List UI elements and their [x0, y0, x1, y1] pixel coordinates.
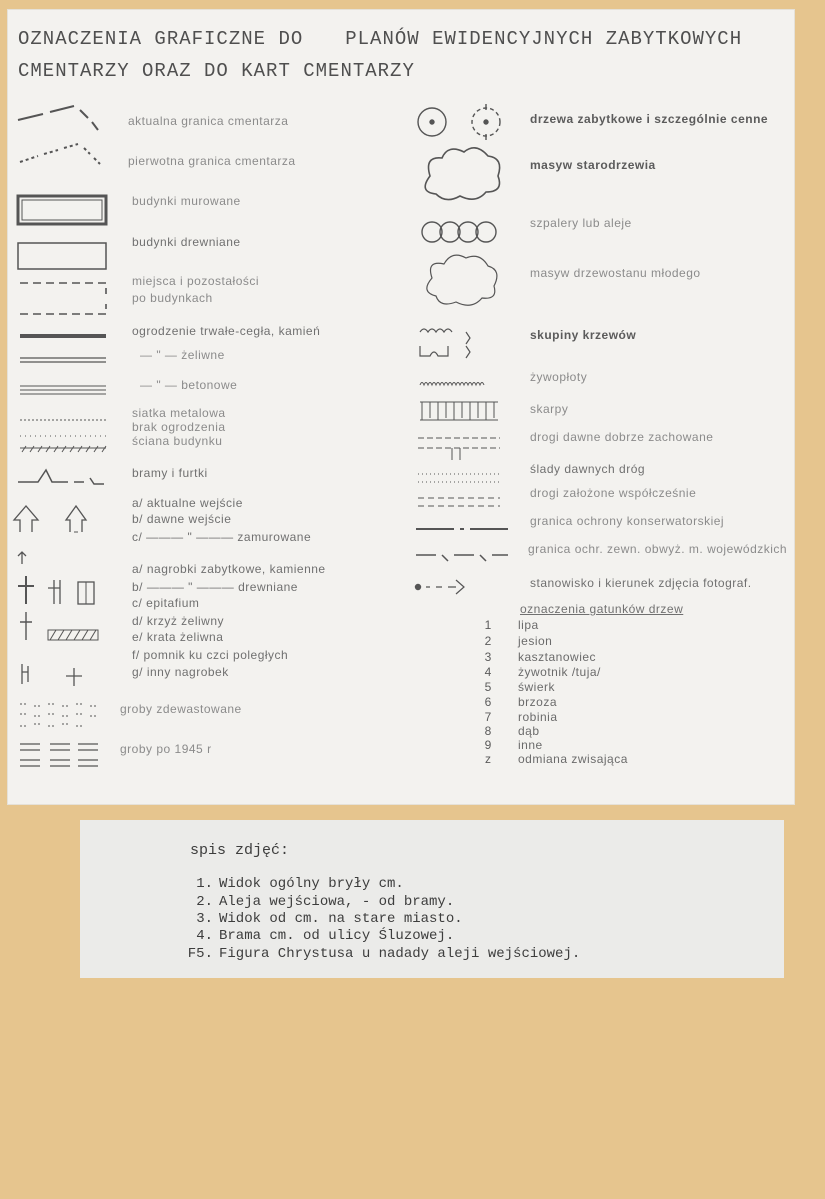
- photo-item-num: 4.: [196, 928, 213, 944]
- species-name: jesion: [518, 634, 553, 648]
- legend-label-escarpments: skarpy: [530, 402, 569, 416]
- legend-label-metal-mesh: siatka metalowa: [132, 406, 226, 420]
- legend-label-current-boundary: aktualna granica cmentarza: [128, 114, 289, 128]
- species-name: dąb: [518, 724, 540, 738]
- legend-label-no-fence: brak ogrodzenia: [132, 420, 226, 434]
- photo-list-heading: spis zdjęć:: [190, 842, 290, 859]
- legend-label-tree-rows: szpalery lub aleje: [530, 216, 632, 230]
- species-num: 6: [484, 695, 492, 709]
- photo-item-text: Figura Chrystusa u nadady aleji wejściowej.: [219, 946, 581, 962]
- legend-symbols-right: [408, 100, 518, 620]
- species-name: inne: [518, 738, 543, 752]
- title-line-1: [18, 28, 742, 50]
- species-num: 1: [484, 618, 492, 632]
- species-num: 9: [484, 738, 492, 752]
- legend-label-iron-cross: d/ krzyż żeliwny: [132, 614, 225, 628]
- legend-label-monument: f/ pomnik ku czci poległych: [132, 648, 289, 662]
- legend-label-wooden-buildings: budynki drewniane: [132, 235, 241, 249]
- legend-label-hedges: żywopłoty: [530, 370, 588, 384]
- title-line-1-left: OZNACZENIA GRAFICZNE DO: [18, 28, 304, 50]
- legend-label-gates: bramy i furtki: [132, 466, 208, 480]
- species-num: 8: [484, 724, 492, 738]
- legend-label-photo-station: stanowisko i kierunek zdjęcia fotograf.: [530, 576, 752, 590]
- photo-item: [175, 911, 463, 927]
- photo-list-card: [80, 820, 784, 978]
- species-name: robinia: [518, 710, 558, 724]
- species-name: kasztanowiec: [518, 650, 597, 664]
- legend-label-outer-border: granica ochr. zewn. obwyż. m. wojewódzkich: [528, 542, 788, 556]
- legend-symbols-left: [8, 100, 118, 790]
- photo-item: [175, 894, 454, 910]
- photo-item-text: Aleja wejściowa, - od bramy.: [219, 894, 455, 910]
- legend-label-wooden-tombstones: b/ ——— " ——— drewniane: [132, 580, 298, 594]
- legend-label-monument-trees: drzewa zabytkowe i szczególnie cenne: [530, 112, 769, 126]
- legend-label-walled-entrance: c/ ——— " ——— zamurowane: [132, 530, 312, 544]
- species-name: lipa: [518, 618, 539, 632]
- legend-label-old-roads: drogi dawne dobrze zachowane: [530, 430, 714, 444]
- species-name: brzoza: [518, 695, 558, 709]
- legend-label-iron-grate: e/ krata żeliwna: [132, 630, 224, 644]
- legend-label-current-entrance: a/ aktualne wejście: [132, 496, 243, 510]
- species-num: 5: [484, 680, 492, 694]
- legend-label-shrub-groups: skupiny krzewów: [530, 328, 637, 342]
- legend-label-stone-tombstones: a/ nagrobki zabytkowe, kamienne: [132, 562, 326, 576]
- species-heading: oznaczenia gatunków drzew: [520, 602, 684, 616]
- photo-item-text: Widok ogólny bryły cm.: [219, 876, 404, 892]
- species-num: z: [485, 752, 491, 766]
- photo-item-text: Brama cm. od ulicy Śluzowej.: [219, 928, 455, 944]
- legend-label-old-entrance: b/ dawne wejście: [132, 512, 232, 526]
- title-line-1-right: PLANÓW EWIDENCYJNYCH ZABYTKOWYCH: [345, 28, 743, 50]
- photo-item-num: F5.: [187, 946, 213, 962]
- species-num: 2: [484, 634, 492, 648]
- photo-item: [175, 946, 580, 962]
- legend-label-young-forest: masyw drzewostanu młodego: [530, 266, 701, 280]
- photo-item: [175, 928, 454, 944]
- legend-label-building-remains: miejsca i pozostałości: [132, 274, 260, 288]
- legend-label-building-remains-2: po budynkach: [132, 291, 213, 305]
- species-name: żywotnik /tuja/: [518, 665, 601, 679]
- legend-label-road-traces: ślady dawnych dróg: [530, 462, 646, 476]
- legend-label-building-wall: ściana budynku: [132, 434, 223, 448]
- legend-label-concrete-fence: — " — betonowe: [140, 378, 238, 392]
- legend-label-brick-buildings: budynki murowane: [132, 194, 241, 208]
- species-num: 4: [484, 665, 492, 679]
- legend-label-original-boundary: pierwotna granica cmentarza: [128, 154, 296, 168]
- legend-label-post-war-graves: groby po 1945 r: [120, 742, 212, 756]
- species-name: odmiana zwisająca: [518, 752, 628, 766]
- photo-item-num: 2.: [196, 894, 213, 910]
- legend-label-modern-roads: drogi założone współcześnie: [530, 486, 697, 500]
- legend-label-other-grave: g/ inny nagrobek: [132, 665, 229, 679]
- legend-label-protection-border: granica ochrony konserwatorskiej: [530, 514, 725, 528]
- photo-item-num: 3.: [196, 911, 213, 927]
- photo-item-num: 1.: [196, 876, 213, 892]
- legend-label-permanent-fence: ogrodzenie trwałe-cegła, kamień: [132, 324, 321, 338]
- species-num: 7: [484, 710, 492, 724]
- legend-label-iron-fence: — " — żeliwne: [140, 348, 225, 362]
- legend-label-devastated-graves: groby zdewastowane: [120, 702, 242, 716]
- photo-item-text: Widok od cm. na stare miasto.: [219, 911, 463, 927]
- species-num: 3: [484, 650, 492, 664]
- photo-item: [175, 876, 404, 892]
- species-name: świerk: [518, 680, 556, 694]
- title-line-2: CMENTARZY ORAZ DO KART CMENTARZY: [18, 60, 415, 82]
- legend-label-epitaph: c/ epitafium: [132, 596, 200, 610]
- legend-label-old-forest: masyw starodrzewia: [530, 158, 656, 172]
- legend-sheet: [8, 10, 794, 804]
